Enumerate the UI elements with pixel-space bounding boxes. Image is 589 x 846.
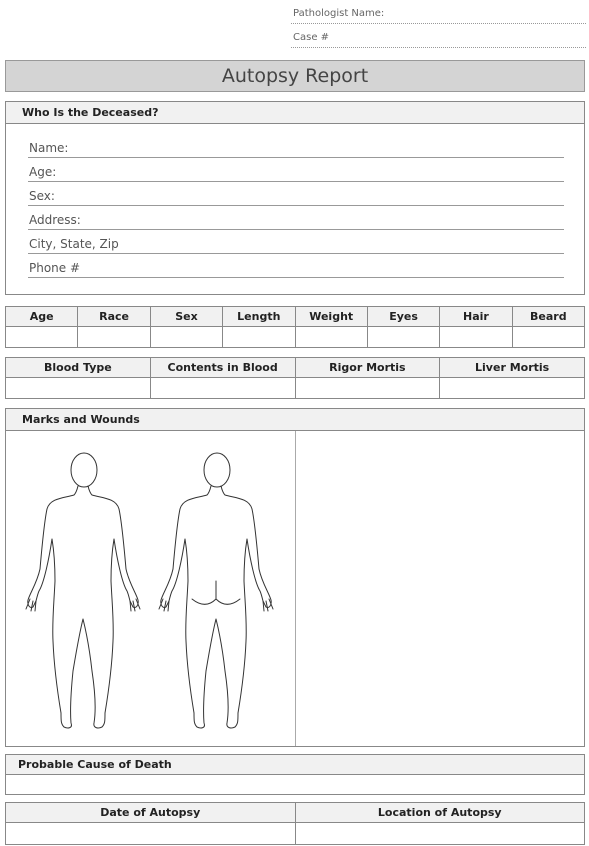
page-title: Autopsy Report	[5, 60, 585, 92]
city-state-zip-field[interactable]: City, State, Zip	[28, 232, 564, 254]
address-field[interactable]: Address:	[28, 208, 564, 230]
marks-wounds-section	[5, 408, 585, 747]
cause-heading: Probable Cause of Death	[6, 755, 584, 775]
race-value-cell[interactable]	[78, 327, 150, 348]
blood-table	[5, 357, 585, 399]
weight-value-cell[interactable]	[295, 327, 367, 348]
deceased-section	[5, 101, 585, 295]
col-eyes: Eyes	[367, 307, 439, 327]
blood-type-cell[interactable]	[6, 378, 151, 399]
deceased-heading: Who Is the Deceased?	[6, 102, 584, 124]
age-field[interactable]: Age:	[28, 160, 564, 182]
body-back-icon	[159, 453, 273, 728]
case-number-field[interactable]: Case #	[291, 26, 586, 48]
rigor-mortis-cell[interactable]	[295, 378, 440, 399]
col-contents-in-blood: Contents in Blood	[150, 358, 295, 378]
sex-field[interactable]: Sex:	[28, 184, 564, 206]
contents-in-blood-cell[interactable]	[150, 378, 295, 399]
beard-value-cell[interactable]	[512, 327, 584, 348]
col-blood-type: Blood Type	[6, 358, 151, 378]
marks-heading: Marks and Wounds	[6, 409, 584, 431]
autopsy-details-table	[5, 802, 585, 845]
date-of-autopsy-cell[interactable]	[6, 823, 296, 845]
col-hair: Hair	[440, 307, 512, 327]
col-length: Length	[223, 307, 295, 327]
hair-value-cell[interactable]	[440, 327, 512, 348]
eyes-value-cell[interactable]	[367, 327, 439, 348]
location-of-autopsy-cell[interactable]	[295, 823, 585, 845]
col-sex: Sex	[150, 307, 222, 327]
col-date-of-autopsy: Date of Autopsy	[6, 803, 296, 823]
physical-attributes-table	[5, 306, 585, 348]
sex-value-cell[interactable]	[150, 327, 222, 348]
phone-field[interactable]: Phone #	[28, 256, 564, 278]
pathologist-name-field[interactable]: Pathologist Name:	[291, 2, 586, 24]
cause-of-death-section[interactable]	[5, 754, 585, 795]
name-field[interactable]: Name:	[28, 136, 564, 158]
liver-mortis-cell[interactable]	[440, 378, 585, 399]
age-value-cell[interactable]	[6, 327, 78, 348]
marks-divider	[295, 431, 296, 746]
col-liver-mortis: Liver Mortis	[440, 358, 585, 378]
col-age: Age	[6, 307, 78, 327]
col-rigor-mortis: Rigor Mortis	[295, 358, 440, 378]
length-value-cell[interactable]	[223, 327, 295, 348]
col-location-of-autopsy: Location of Autopsy	[295, 803, 585, 823]
body-diagram	[6, 431, 295, 747]
col-race: Race	[78, 307, 150, 327]
col-weight: Weight	[295, 307, 367, 327]
body-front-icon	[26, 453, 140, 728]
col-beard: Beard	[512, 307, 584, 327]
